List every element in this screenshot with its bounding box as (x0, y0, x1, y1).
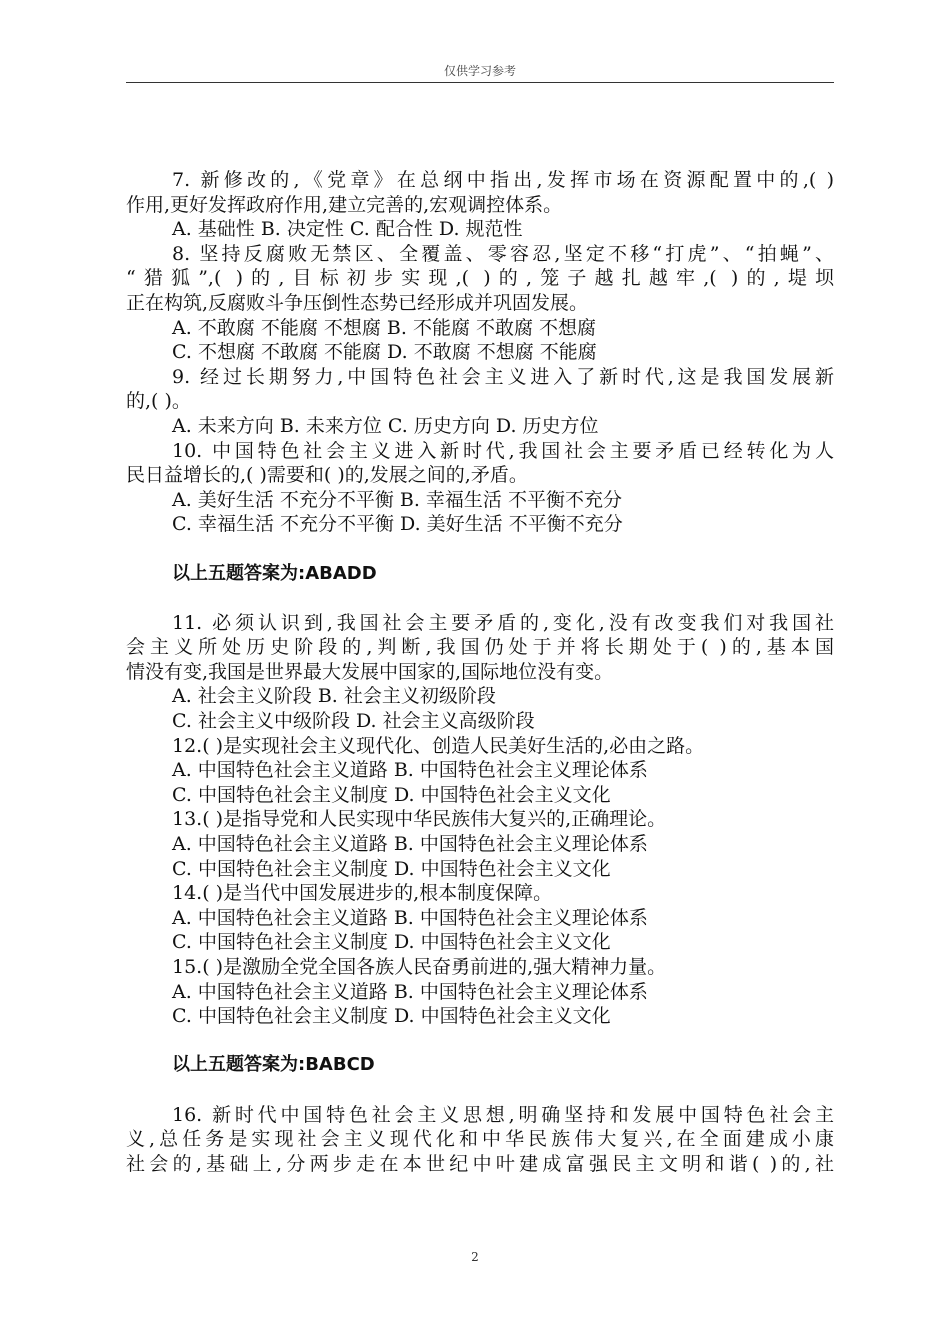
text-line: 13.( )是指导党和人民实现中华民族伟大复兴的,正确理论。 (172, 808, 667, 831)
spacer (126, 1078, 834, 1103)
text-line: C. 幸福生活 不充分不平衡 D. 美好生活 不平衡不充分 (172, 513, 623, 536)
text-line: A. 基础性 B. 决定性 C. 配合性 D. 规范性 (172, 218, 523, 241)
text-line: 8. 坚持反腐败无禁区、全覆盖、零容忍,坚定不移“打虎”、“拍蝇”、 (172, 242, 834, 265)
page-number: 2 (471, 1250, 479, 1264)
text-line: 16. 新时代中国特色社会主义思想,明确坚持和发展中国特色社会主 (172, 1103, 834, 1126)
text-line: A. 社会主义阶段 B. 社会主义初级阶段 (172, 685, 496, 708)
text-line: A. 不敢腐 不能腐 不想腐 B. 不能腐 不敢腐 不想腐 (172, 316, 597, 339)
answer-key: 以上五题答案为:BABCD (172, 1054, 375, 1076)
text-line: C. 中国特色社会主义制度 D. 中国特色社会主义文化 (172, 857, 611, 880)
text-line: 情没有变,我国是世界最大发展中国家的,国际地位没有变。 (126, 660, 614, 683)
text-line: A. 中国特色社会主义道路 B. 中国特色社会主义理论体系 (172, 759, 648, 782)
text-line: C. 社会主义中级阶段 D. 社会主义高级阶段 (172, 710, 535, 733)
text-line: 社会的,基础上,分两步走在本世纪中叶建成富强民主文明和谐( )的,社 (126, 1152, 834, 1175)
spacer (126, 586, 834, 611)
text-line: 民日益增长的,( )需要和( )的,发展之间的,矛盾。 (126, 464, 528, 487)
text-line: C. 不想腐 不敢腐 不能腐 D. 不敢腐 不想腐 不能腐 (172, 341, 597, 364)
text-line: 9. 经过长期努力,中国特色社会主义进入了新时代,这是我国发展新 (172, 365, 834, 388)
spacer (126, 537, 834, 562)
text-line: 义,总任务是实现社会主义现代化和中华民族伟大复兴,在全面建成小康 (126, 1128, 834, 1151)
document-body (126, 168, 834, 1176)
text-line: A. 中国特色社会主义道路 B. 中国特色社会主义理论体系 (172, 906, 648, 929)
text-line: “猎狐”,( )的,目标初步实现,( )的,笼子越扎越牢,( )的,堤坝 (126, 267, 834, 290)
page-header: 仅供学习参考 (443, 64, 516, 78)
text-line: 的,( )。 (126, 390, 191, 413)
text-line: C. 中国特色社会主义制度 D. 中国特色社会主义文化 (172, 1005, 611, 1028)
text-line: 正在构筑,反腐败斗争压倒性态势已经形成并巩固发展。 (126, 291, 589, 314)
text-line: 15.( )是激励全党全国各族人民奋勇前进的,强大精神力量。 (172, 956, 667, 978)
answer-key: 以上五题答案为:ABADD (172, 562, 377, 584)
text-line: 12.( )是实现社会主义现代化、创造人民美好生活的,必由之路。 (172, 734, 705, 757)
spacer (126, 1029, 834, 1054)
text-line: 11. 必须认识到,我国社会主要矛盾的,变化,没有改变我们对我国社 (172, 611, 834, 634)
text-line: C. 中国特色社会主义制度 D. 中国特色社会主义文化 (172, 931, 611, 954)
text-line: A. 中国特色社会主义道路 B. 中国特色社会主义理论体系 (172, 833, 648, 856)
text-line: 10. 中国特色社会主义进入新时代,我国社会主要矛盾已经转化为人 (172, 439, 834, 462)
text-line: 14.( )是当代中国发展进步的,根本制度保障。 (172, 882, 553, 905)
text-line: A. 美好生活 不充分不平衡 B. 幸福生活 不平衡不充分 (172, 488, 622, 511)
text-line: 作用,更好发挥政府作用,建立完善的,宏观调控体系。 (126, 193, 563, 216)
text-line: A. 未来方向 B. 未来方位 C. 历史方向 D. 历史方位 (172, 414, 599, 437)
text-line: C. 中国特色社会主义制度 D. 中国特色社会主义文化 (172, 783, 611, 806)
text-line: A. 中国特色社会主义道路 B. 中国特色社会主义理论体系 (172, 980, 648, 1003)
text-line: 7. 新修改的,《党章》在总纲中指出,发挥市场在资源配置中的,( ) (172, 169, 834, 191)
text-line: 会主义所处历史阶段的,判断,我国仍处于并将长期处于( )的,基本国 (126, 636, 834, 659)
header-divider (126, 82, 834, 83)
